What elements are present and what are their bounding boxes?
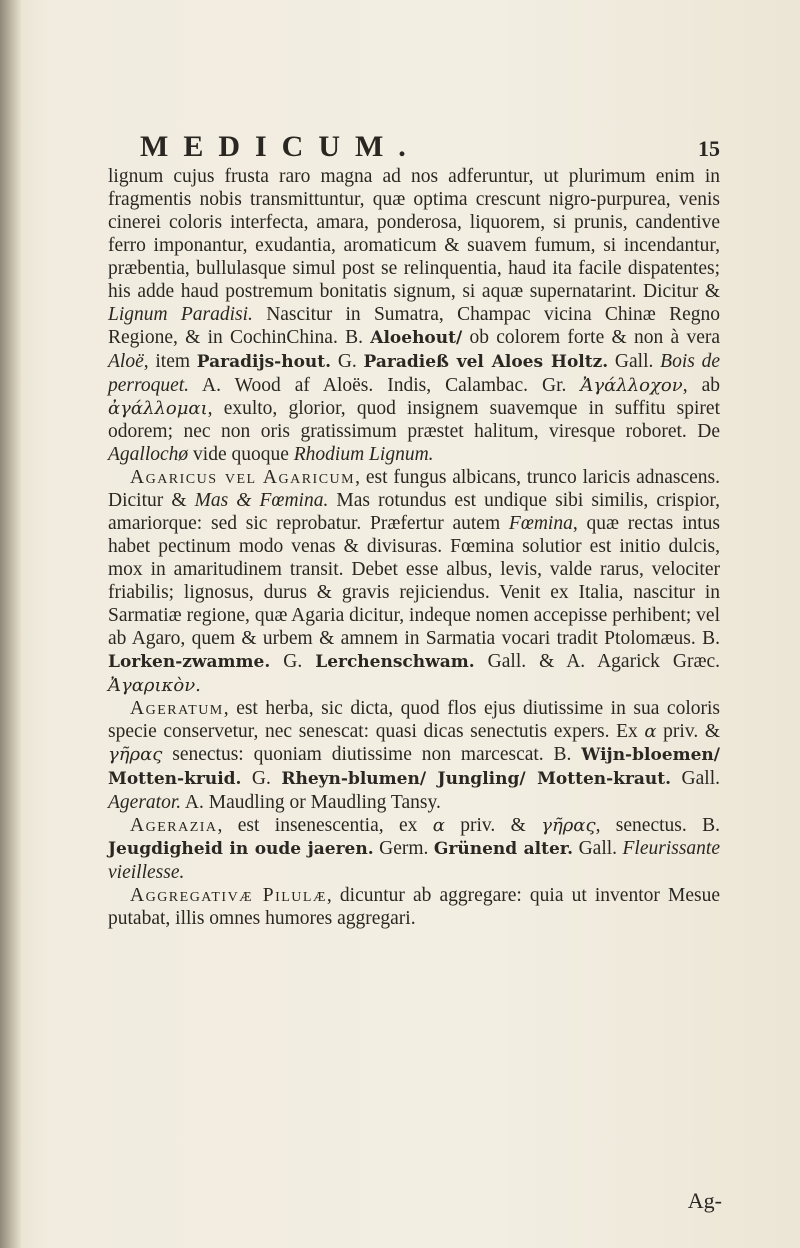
entry-ageratum (108, 697, 720, 814)
text-segment: Agaricus vel Agaricum (130, 467, 356, 488)
page-header (110, 130, 720, 170)
dictionary-text (108, 165, 720, 930)
text-segment: Lignum Paradisi. (108, 304, 253, 325)
text-segment: Gall. (671, 768, 720, 789)
text-segment: G. (270, 651, 316, 672)
text-segment: Mas & Fœmina. (194, 490, 329, 511)
text-segment: Rhodium Lignum. (293, 444, 434, 465)
text-segment: , est fungus albicans, trunco laricis adnascens. Dicitur & (108, 467, 720, 511)
text-segment: Agerazia (130, 815, 218, 836)
catchword: Ag- (687, 1188, 722, 1213)
text-segment: Fœmina (508, 513, 573, 534)
text-segment: Aloë (108, 351, 144, 372)
text-segment: Rheyn-blumen/ Jungling/ Motten-kraut. (281, 769, 672, 789)
text-segment: Paradijs-hout. (196, 352, 332, 372)
text-segment: Gall. (573, 838, 623, 859)
entry-agerazia (108, 814, 720, 884)
text-segment: Agerator. (108, 792, 182, 813)
text-segment: Ἀγαρικὸν. (108, 675, 201, 696)
text-segment: priv. & (444, 815, 542, 836)
text-segment: Fleurissante vieillesse. (108, 838, 720, 883)
text-segment: G. (241, 768, 282, 789)
text-segment: Jeugdigheid in oude jaeren. (108, 839, 374, 859)
text-segment: G. (331, 351, 364, 372)
text-segment: , est herba, sic dicta, quod flos ejus diutissime in sua coloris specie conservetur, nec senescat: quasi dicas senectutis expers. Ex (108, 698, 720, 742)
text-segment: senectus: quoniam diutissime non marcescat. B. (162, 744, 582, 765)
text-segment: Mas rotundus est undique sibi similis, crispior, amariorque: sed sic reprobatur. Præfertur autem (108, 490, 721, 534)
text-segment: Grünend alter. (433, 839, 574, 859)
text-segment: lignum cujus frusta raro magna ad nos adferuntur, ut plurimum enim in fragmentis nobis transmittuntur, quæ optima crescunt nigro-purpurea, venis cinerei coloris interfecta, amara, ponderosa, liquorem, si prunis, candentive ferro imponantur, exudantia, aromaticum & suavem fumum, si incendantur, præbentia, bullulasque simul post se relinquentia, haud ita facile dispatentes; his adde haud postremum bonitatis signum, si aquæ supernatarint. Dicitur & (108, 166, 720, 302)
text-segment: , quæ rectas intus habet pectinum modo venas & divisuras. Fœmina solutior est initio dulcis, mox in amaritudinem transit. Debet esse albus, levis, valde rarus, velociter friabilis; lignosus, durus & gravis rejiciendus. Venit ex Italia, nascitur in Sarmatiæ regione, quæ Agaria dicitur, indeque nomen accepisse perhibent; vel ab Agaro, quem & urbem & amnem in Sarmatia vocari tradit Ptolomæus. B. (108, 513, 720, 649)
text-segment: Paradieß vel Aloes Holtz. (363, 352, 609, 372)
text-segment: γῆρας (541, 815, 596, 836)
text-segment: Germ. (373, 838, 434, 859)
text-segment: , exulto, glorior, quod insignem suavemque in suffitu spiret odorem; nec non oris gratissimum præstet halitum, viresque roboret. De (108, 398, 720, 442)
text-segment: α (432, 815, 445, 836)
text-segment: Bois de perroquet. (108, 351, 720, 396)
text-segment: Aloehout/ (370, 328, 463, 348)
entry-agaricus (108, 466, 720, 697)
text-segment: priv. & (656, 721, 720, 742)
text-segment: Ἀγάλλοχον (580, 375, 683, 396)
text-segment: Gall. & A. Agarick Græc. (474, 651, 720, 672)
text-segment: , dicuntur ab aggregare: quia ut inventor Mesue putabat, illis omnes humores aggregari. (108, 885, 720, 929)
text-segment: ἀγάλλομαι (108, 398, 208, 419)
running-head: MEDICUM. (140, 130, 421, 163)
text-segment: Lerchenschwam. (315, 652, 475, 672)
text-segment: , item (143, 351, 197, 372)
entry-lignum-aloes (108, 165, 720, 466)
text-segment: α (644, 721, 657, 742)
text-segment: Aggregativæ Pilulæ (130, 885, 327, 906)
text-segment: ob colorem forte & non à vera (462, 327, 720, 348)
text-segment: Wijn-bloemen/ Motten-kruid. (108, 745, 720, 789)
text-segment: Agallochø (108, 444, 189, 465)
text-segment: Lorken-zwamme. (108, 652, 271, 672)
text-segment: , senectus. B. (595, 815, 720, 836)
text-segment: , ab (682, 375, 720, 396)
text-segment: Gall. (608, 351, 661, 372)
book-gutter-shadow (0, 0, 22, 1248)
text-segment: Nascitur in Sumatra, Champac vicina Chinæ Regno Regione, & in CochinChina. B. (108, 304, 720, 348)
text-segment: Ageratum (130, 698, 224, 719)
text-segment: , est insenescentia, ex (217, 815, 433, 836)
text-segment: A. Maudling or Maudling Tansy. (181, 792, 441, 813)
page-number: 15 (698, 136, 720, 161)
text-segment: vide quoque (188, 444, 294, 465)
entry-aggregativae-pilulae (108, 884, 720, 930)
text-segment: γῆρας (108, 744, 163, 765)
text-segment: A. Wood af Aloës. Indis, Calambac. Gr. (189, 375, 581, 396)
